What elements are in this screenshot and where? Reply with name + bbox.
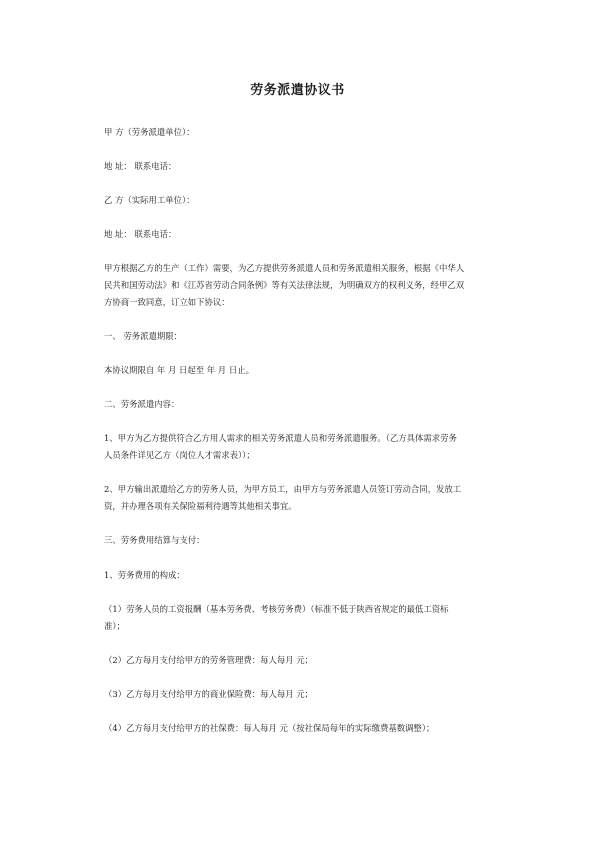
item-line: （1）劳务人员的工资报酬（基本劳务费、考核劳务费）（标准不低于陕西省规定的最低工资标 bbox=[104, 604, 449, 614]
section-3-subheading: 1、劳务费用的构成： bbox=[104, 570, 185, 580]
intro-paragraph bbox=[104, 260, 494, 311]
section-3-item-4: （4）乙方每月支付给甲方的社保费：每人每月 元（按社保局每年的实际缴费基数调整）； bbox=[104, 723, 435, 733]
section-3-heading: 三、劳务费用结算与支付： bbox=[104, 535, 205, 545]
item-line: 人员条件详见乙方（岗位人才需求表））； bbox=[104, 450, 255, 460]
party-b-line: 乙 方（实际用工单位）： bbox=[104, 195, 195, 205]
party-a-address-line: 地 址： 联系电话： bbox=[104, 161, 177, 171]
section-3-item-2: （2）乙方每月支付给甲方的劳务管理费：每人每月 元； bbox=[104, 655, 313, 665]
section-3-item-3: （3）乙方每月支付给甲方的商业保险费：每人每月 元； bbox=[104, 689, 313, 699]
intro-line: 甲方根据乙方的生产（工作）需要，为乙方提供劳务派遣人员和劳务派遣相关服务，根据《中华人 bbox=[104, 263, 465, 273]
intro-line: 方协商一致同意，订立如下协议： bbox=[104, 297, 230, 307]
section-2-item-1 bbox=[104, 430, 494, 464]
section-1-heading: 一、 劳务派遣期限： bbox=[104, 331, 183, 341]
item-line: 资，并办理各项有关保险福利待遇等其他相关事宜。 bbox=[104, 501, 297, 511]
party-b-address-line: 地 址： 联系电话： bbox=[104, 229, 177, 239]
section-3-item-1 bbox=[104, 601, 494, 635]
item-line: 2、甲方输出派遣给乙方的劳务人员，为甲方员工，由甲方与劳务派遣人员签订劳动合同，发放工 bbox=[104, 484, 462, 494]
intro-line: 民共和国劳动法》和《江苏省劳动合同条例》等有关法律法规，为明确双方的权利义务，经甲乙双 bbox=[104, 280, 465, 290]
section-1-term: 本协议期限自 年 月 日起至 年 月 日止。 bbox=[104, 365, 254, 375]
item-line: 准）； bbox=[104, 621, 125, 631]
section-2-item-2 bbox=[104, 481, 494, 515]
party-a-line: 甲 方（劳务派遣单位）： bbox=[104, 127, 195, 137]
document-title: 劳务派遣协议书 bbox=[250, 83, 345, 98]
item-line: 1、甲方为乙方提供符合乙方用人需求的相关劳务派遣人员和劳务派遣服务。（乙方具体需求劳务 bbox=[104, 433, 457, 443]
section-2-heading: 二、劳务派遣内容： bbox=[104, 399, 180, 409]
